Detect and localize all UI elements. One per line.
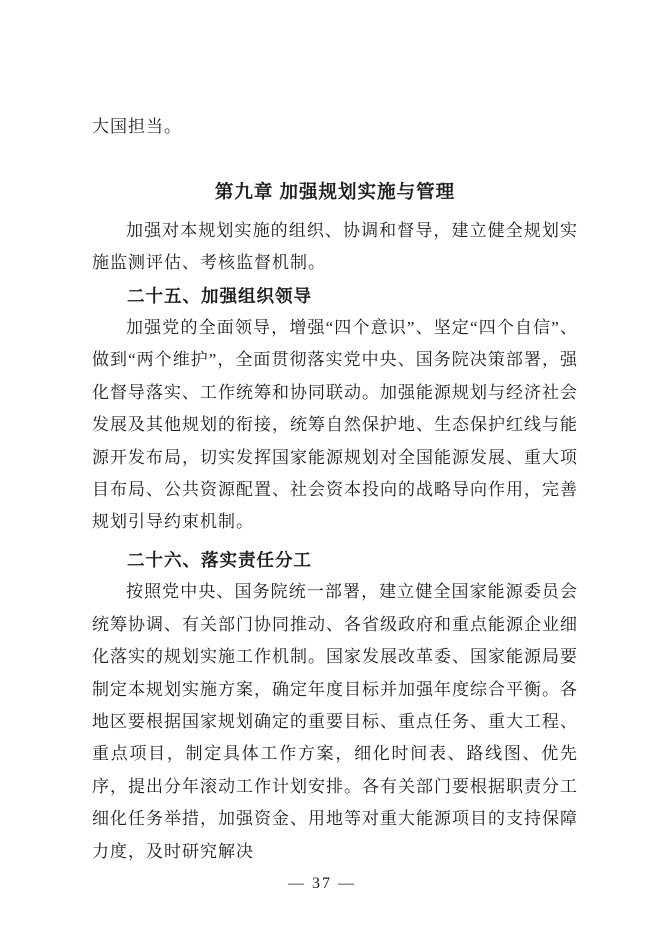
chapter-heading: 第九章 加强规划实施与管理 (214, 181, 456, 203)
section-heading-25: 二十五、加强组织领导 (127, 285, 312, 306)
section-26-paragraph: 按照党中央、国务院统一部署，建立健全国家能源委员会统筹协调、有关部门协同推动、各省级政府和重点能源企业细化落实的规划实施工作机制。国家发展改革委、国家能源局要制定本规划实施方案，确定年度目标并加强年度综合平衡。各地区要根据国家规划确定的重要目标、重点任务、重大工程、重点项目，制定具体工作方案，细化时间表、路线图、优先序，提出分年滚动工作计划安排。各有关部门要根据职责分工细化任务举措，加强资金、用地等对重大能源项目的支持保障力度，及时研究解决 (92, 582, 578, 861)
chapter-intro-paragraph: 加强对本规划实施的组织、协调和督导，建立健全规划实施监测评估、考核监督机制。 (92, 220, 578, 273)
section-25-paragraph: 加强党的全面领导，增强“四个意识”、坚定“四个自信”、做到“两个维护”，全面贯彻落实党中央、国务院决策部署，强化督导落实、工作统筹和协同联动。加强能源规划与经济社会发展及其他规划的衔接，统筹自然保护地、生态保护红线与能源开发布局，切实发挥国家能源规划对全国能源发展、重大项目布局、公共资源配置、社会资本投向的战略导向作用，完善规划引导约束机制。 (92, 318, 578, 532)
section-heading-26: 二十六、落实责任分工 (127, 549, 312, 570)
paragraph-continuation: 大国担当。 (92, 117, 182, 136)
page-number: — 37 — (288, 874, 356, 892)
